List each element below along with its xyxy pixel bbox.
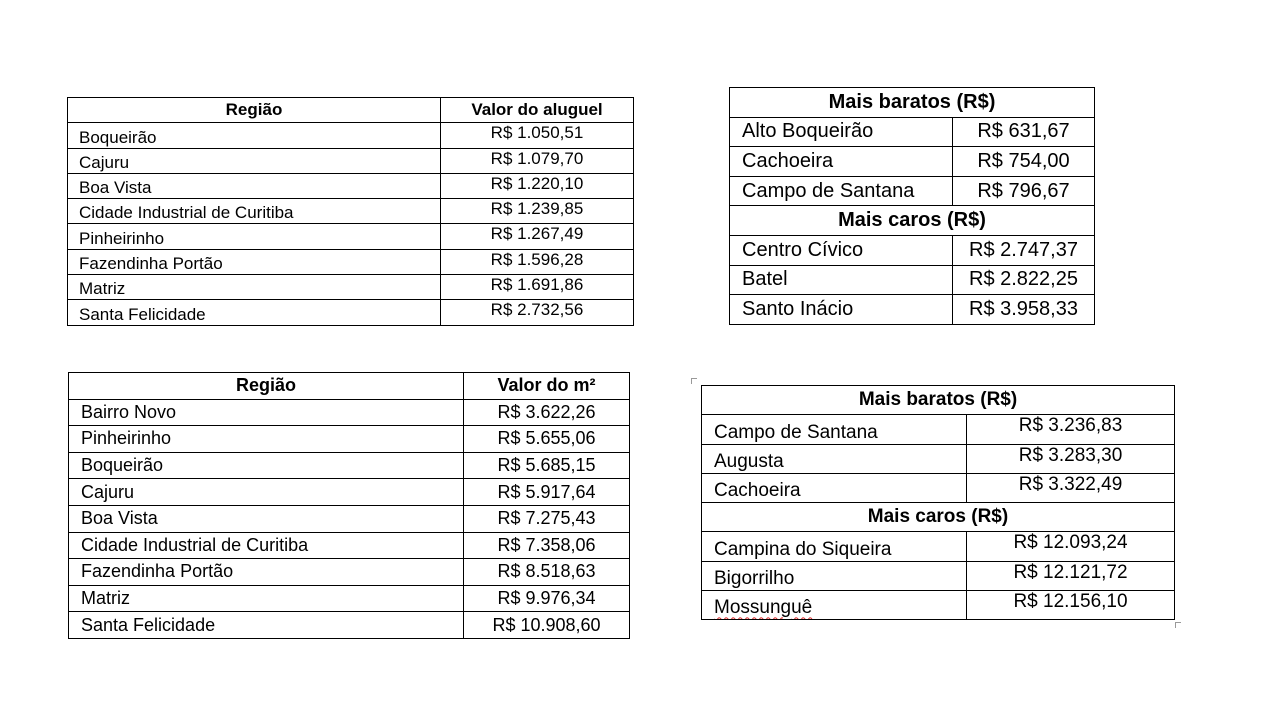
table-row [68, 300, 634, 325]
value-cell: R$ 1.596,28 [441, 249, 634, 274]
value-cell: R$ 8.518,63 [464, 559, 630, 586]
table-row [69, 505, 630, 532]
region-cell: Cachoeira [730, 147, 953, 177]
region-cell [702, 591, 967, 620]
value-cell: R$ 12.093,24 [967, 532, 1175, 561]
table-row [68, 123, 634, 148]
value-cell: R$ 3.322,49 [967, 473, 1175, 502]
table-row [730, 295, 1095, 325]
table-row [730, 117, 1095, 147]
rent-extremes-table [729, 87, 1095, 325]
region-cell: Augusta [702, 444, 967, 473]
selection-corner-marker [1175, 622, 1181, 628]
region-cell: Matriz [68, 275, 441, 300]
region-cell: Bairro Novo [69, 399, 464, 426]
table-row [69, 426, 630, 453]
region-cell: Santo Inácio [730, 295, 953, 325]
table-row [702, 415, 1175, 444]
expensive-section-title: Mais caros (R$) [730, 206, 1095, 236]
column-header-region: Região [68, 98, 441, 123]
region-cell: Pinheirinho [69, 426, 464, 453]
table-row [730, 265, 1095, 295]
table-row [702, 532, 1175, 561]
value-cell: R$ 10.908,60 [464, 612, 630, 639]
table-row [702, 473, 1175, 502]
region-cell: Pinheirinho [68, 224, 441, 249]
region-cell: Boqueirão [69, 452, 464, 479]
region-cell: Cajuru [69, 479, 464, 506]
section-header-row [730, 206, 1095, 236]
value-cell: R$ 2.732,56 [441, 300, 634, 325]
region-cell: Cidade Industrial de Curitiba [69, 532, 464, 559]
value-cell: R$ 2.747,37 [953, 235, 1095, 265]
value-cell: R$ 3.622,26 [464, 399, 630, 426]
m2-extremes-table [701, 385, 1175, 620]
region-cell: Cidade Industrial de Curitiba [68, 199, 441, 224]
column-header-m2-value: Valor do m² [464, 373, 630, 400]
region-cell: Santa Felicidade [68, 300, 441, 325]
region-cell: Bigorrilho [702, 561, 967, 590]
region-cell: Alto Boqueirão [730, 117, 953, 147]
region-cell: Fazendinha Portão [69, 559, 464, 586]
value-cell: R$ 2.822,25 [953, 265, 1095, 295]
region-cell: Centro Cívico [730, 235, 953, 265]
rent-table [67, 97, 634, 326]
column-header-region: Região [69, 373, 464, 400]
table-row [68, 224, 634, 249]
value-cell: R$ 12.156,10 [967, 591, 1175, 620]
value-cell: R$ 796,67 [953, 176, 1095, 206]
table-row [69, 452, 630, 479]
table-row [68, 148, 634, 173]
table-row [730, 147, 1095, 177]
table-row [69, 585, 630, 612]
value-cell: R$ 5.917,64 [464, 479, 630, 506]
column-header-rent-value: Valor do aluguel [441, 98, 634, 123]
value-cell: R$ 1.267,49 [441, 224, 634, 249]
table-row [69, 559, 630, 586]
table-header-row [68, 98, 634, 123]
section-header-row [730, 88, 1095, 118]
table-row [68, 249, 634, 274]
value-cell: R$ 3.958,33 [953, 295, 1095, 325]
table-row [68, 199, 634, 224]
value-cell: R$ 1.050,51 [441, 123, 634, 148]
section-header-row [702, 386, 1175, 415]
value-cell: R$ 631,67 [953, 117, 1095, 147]
table-row [730, 176, 1095, 206]
value-cell: R$ 3.236,83 [967, 415, 1175, 444]
table-header-row [69, 373, 630, 400]
table-row [69, 479, 630, 506]
table-row [702, 591, 1175, 620]
table-row [702, 561, 1175, 590]
value-cell: R$ 9.976,34 [464, 585, 630, 612]
table-row [69, 612, 630, 639]
table-row [702, 444, 1175, 473]
value-cell: R$ 5.685,15 [464, 452, 630, 479]
region-cell: Campo de Santana [730, 176, 953, 206]
expensive-section-title: Mais caros (R$) [702, 503, 1175, 532]
value-cell: R$ 1.079,70 [441, 148, 634, 173]
region-cell: Campina do Siqueira [702, 532, 967, 561]
value-cell: R$ 1.239,85 [441, 199, 634, 224]
region-cell: Matriz [69, 585, 464, 612]
table-row [69, 532, 630, 559]
selection-corner-marker [691, 378, 697, 384]
value-cell: R$ 1.691,86 [441, 275, 634, 300]
cheapest-section-title: Mais baratos (R$) [702, 386, 1175, 415]
value-cell: R$ 7.358,06 [464, 532, 630, 559]
cheapest-section-title: Mais baratos (R$) [730, 88, 1095, 118]
table-row [69, 399, 630, 426]
table-row [730, 235, 1095, 265]
region-cell: Boqueirão [68, 123, 441, 148]
region-cell: Boa Vista [69, 505, 464, 532]
region-cell: Cajuru [68, 148, 441, 173]
region-cell: Boa Vista [68, 173, 441, 198]
table-row [68, 173, 634, 198]
region-cell: Santa Felicidade [69, 612, 464, 639]
region-cell: Campo de Santana [702, 415, 967, 444]
value-cell: R$ 7.275,43 [464, 505, 630, 532]
spellcheck-flagged-word: Mossunguê [714, 597, 813, 619]
table-row [68, 275, 634, 300]
section-header-row [702, 503, 1175, 532]
region-cell: Batel [730, 265, 953, 295]
value-cell: R$ 3.283,30 [967, 444, 1175, 473]
region-cell: Cachoeira [702, 473, 967, 502]
value-cell: R$ 754,00 [953, 147, 1095, 177]
m2-price-table [68, 372, 630, 639]
value-cell: R$ 1.220,10 [441, 173, 634, 198]
region-cell: Fazendinha Portão [68, 249, 441, 274]
value-cell: R$ 12.121,72 [967, 561, 1175, 590]
value-cell: R$ 5.655,06 [464, 426, 630, 453]
